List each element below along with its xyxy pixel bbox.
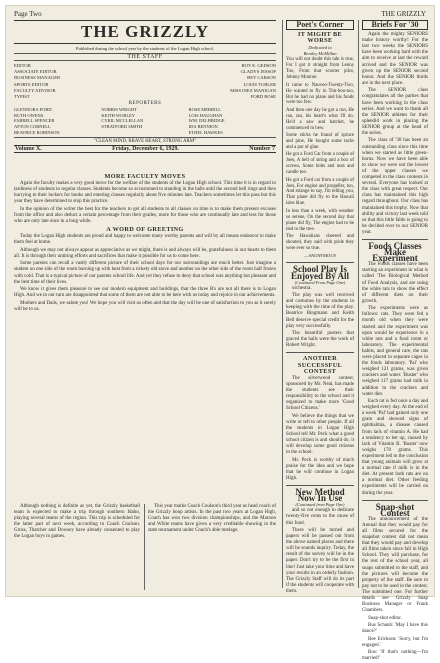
reporter-name: WM. DELBRIDGE (188, 118, 225, 124)
coach-article (148, 504, 276, 590)
article-paragraph: There will be turned and papers will be passed out from the above named places and there will be sounds inquiry. Today, the result of the survey will be in the paper. Don't try to be the first in line! Just take your time and have your results in an orderly fashion. The Grizzly Staff will do its part if the students will cooperate with them. (286, 528, 354, 594)
article-paragraph: This year marks Coach Coulson's third year as head coach of the Grizzly hoop artists. In the past two years at Logan High, Coach has won two division championships, and the Maroon and White teams have given a very creditable showing in the state tournament under Coach's able tutelage. (148, 504, 276, 534)
reporter-name: IDA BENNION (188, 124, 218, 129)
article-paragraph: Although we may not always appear as appreciative as we might, there is and always will be, gratefulness in our hearts to them all. It is through their untiring efforts and sacrifices that make it possible for us to come here. (14, 247, 276, 259)
poem-author: —ANONYMOUS (304, 253, 336, 259)
poets-column (286, 20, 354, 592)
reporter-name: KEITH WORLEY (101, 112, 136, 118)
poem-stanza: And then one day he got a run, He ran, ran, his heart's what I'll do. He'd a saw and hatchet, he commenced to hew. (286, 107, 354, 131)
staff-row: ASSOCIATE EDITOR GLADYS JESSOP (14, 69, 276, 75)
reporter-name: ROSE MERRILL (188, 107, 222, 113)
article-paragraph: We believe the things that we write or tell to other people. If all the students in Logan High School tell Mr. Peck what a good school citizen is and should do, it will develop some good citizens in the school. (286, 413, 354, 456)
staff-row: BUSINESS MANAGER REY CARSON (14, 75, 276, 81)
reporter-name: CYRIL MCCLELLAN (101, 118, 144, 124)
masthead (14, 20, 276, 170)
reporter-name: NORRIS WRIGHT (101, 107, 137, 113)
article-paragraph: Today the Logan High students are proud and happy to welcome many worthy parents and will by all means endeavor to make them feel at home. (14, 234, 276, 246)
article-heading: MORE FACULTY MOVES (104, 173, 186, 180)
reporter-name: AFTON CORNELL (14, 124, 51, 129)
staff-row: TYPIST FORD ROSE (14, 94, 276, 100)
briefs-header: Briefs For '30 (362, 20, 428, 30)
article-paragraph: The announcement of the Annual that they would pay for all films secured for the snapshot contest did not mean that they would pay and develop all films taken since fall in High School. They will purchase, for the rest of the school year, all snaps submitted to the staff, and the pictures will become the property of the staff. Be sure to pay not to be used in the contest. The submitted one. For further details see Grizzly Snap Business Manager or Frank Chambers. (362, 516, 428, 614)
article-heading: ANOTHER SUCCESSFUL CONTEST (297, 355, 343, 375)
staff-row: EDITOR ROY E. GEDSON (14, 63, 276, 68)
column-rule (282, 20, 283, 588)
staff-heading: THE STAFF (14, 53, 276, 61)
article-paragraph: The SENIOR class congratulates all the parties that have been working in the class series. And we want to thank all the SENIOR athletes for their splendid work in placing the SENIOR group at the head of the series. (362, 88, 428, 136)
divider (362, 500, 428, 501)
poem-dedication: Dedicated to (308, 45, 332, 51)
reporter-name: LOIS HAUGHAN (188, 112, 223, 118)
page-number: Page Two (14, 10, 42, 18)
volume: Volume X. (15, 146, 42, 153)
reporter-name: GLENNORA FORD (14, 107, 52, 113)
reporter-name: FARRELL SPENCER (14, 118, 55, 124)
publication-line: Published during the school year by the students of the Logan High school. (75, 46, 215, 51)
article-paragraph: Although nothing is definite as yet, the Grizzly basketball team is expected to make a trip through southern Idaho, playing several teams of the region. This trip is scheduled for the latter part of next week, according to Coach Coulson. Gross, Thatcher and Dowsey have already consented to play the Logan boys in games. (14, 504, 140, 540)
newspaper-page (6, 6, 434, 662)
article-paragraph: Each rat is fed once a day and weighed every day. At the end of a week 'Pal' had gained only one gram and showed signs of ophthalmia, a disease caused from lack of vitamin A. He had a tendency to bet up, caused by lack of Vitamin B. 'Buster' now weighs 170 grams. This experiment led to the conclusion that young animals will grow at a normal rate if milk is in the diet. At present both rats are on a normal diet. Other feeding experiments will be carried on during the year. (362, 399, 428, 496)
reporter-name: BEATRICE ROBINSON (14, 129, 60, 135)
article-heading: New Method Now In Use (295, 487, 345, 504)
article-paragraph: Mr. Peck is worthy of much praise for the idea and we hope that he will continue in Logan High. (286, 457, 354, 481)
continued-note: (Continued From Page One) (294, 279, 346, 285)
poets-corner-header: Poet's Corner (286, 20, 354, 30)
divider (286, 352, 354, 353)
article-paragraph: orchestra. (292, 285, 312, 291)
continued-note: (Continued from Page One) (295, 502, 345, 508)
article-heading: Foods Classes Make Experiment (368, 240, 422, 264)
article-paragraph: The beautiful posters that graced the halls were the work of Robert Wright. (286, 331, 354, 349)
article-paragraph: Bee Ericksen: 'Sorry, but I'm engaged.' (362, 636, 428, 648)
article-paragraph: The play was well received and costumes by the students in keeping with the time of the play. Beatrice Bingmann and Keith Bell deserve special credit for the play very successfully. (286, 293, 354, 329)
poem-stanza: He got a Ford Car from a couple of Joes, A bell of string and a box of screws, Some bolts and nuts and candle too. (286, 152, 354, 176)
article-paragraph: Again the mighty SENIORS make history worthy! For the last two weeks the SENIORS have been working hard with the aim to receive at last the reward arrived and the SENIOR was given up the SENIOR second honor. And the SENIOR thirds are in the next place. (362, 32, 428, 86)
reporters-list (14, 107, 276, 135)
article-paragraph: The Foods classes have been starting an experiment in what is called 'The Biological Method of Food Analysis, and are using the white rats to show the effect of different diets on their growth. (362, 262, 428, 304)
divider (286, 485, 354, 486)
article-heading: Snap-shot Contest (375, 501, 415, 518)
basketball-trip-article (14, 504, 140, 590)
poem-stanza: The Hawaiians cheered and shouted, they said with pride they were ever so true. (286, 234, 354, 251)
staff-row: SPORTS EDITOR LOUIS TUBLER (14, 81, 276, 87)
reporter-name (101, 130, 188, 136)
poem-stanza: He got a Ford car from a couple of Joes, For engine and propeller, too, And strange to say, I'm telling you, That plane did fly to the Hawaii isles blue. (286, 177, 354, 207)
editorial-column (14, 172, 276, 412)
poem-title: IT MIGHT BE WORSE (297, 31, 343, 45)
page-header (14, 10, 426, 20)
article-paragraph: Bus: 'If that's nothing—I'm married!' (362, 650, 428, 662)
article-paragraph: Snap-shot editor. (368, 615, 402, 621)
article-heading: A WORD OF GREETING (106, 226, 184, 234)
article-paragraph: Mothers and Dads, we salute you! We hope you will visit us often and that the day will be one of satisfaction to you as it surely will be to us. (14, 300, 276, 312)
column-rule (358, 20, 359, 588)
article-paragraph: Again the faculty makes a very good move for the welfare of the students of the Logan High school. This time it is in regard to tardiness of students to regular classes. Students become so accustomed to standing in the halls until the second bell rings and then hurrying to their lockers for books and entering classes regularly about five minutes late. Teachers sometimes let this pass but this year they have determined to stop this practice. (14, 181, 276, 205)
poem-body (286, 57, 354, 251)
divider (286, 262, 354, 263)
reporters-heading: REPORTERS (128, 101, 162, 107)
article-paragraph: Bus Schaub: 'May I have this dance?' (362, 623, 428, 635)
article-paragraph: We know it gives them pleasure to see our modern equipment and buildings, that the three R's are not all there is to Logan High. And we in our turn are disappointed that some of them are not able to be here with us today and rejoice in our achievements. (14, 287, 276, 299)
reporter-name: RUTH OWENS (14, 112, 44, 118)
reporter-name: STRATFORD SMITH (101, 124, 143, 129)
issue-number: Number 7 (249, 146, 275, 153)
article-paragraph: In the opinion of the writer the best for the teachers to get all students to all classes on time is to make them present excuses from the office and also deduct a certain percentage from their grades, more for those who are continually late and less for those who are only late once in a long while. (14, 206, 276, 225)
page-paper-name: THE GRIZZLY (381, 10, 426, 18)
staff-roles (14, 63, 276, 100)
article-paragraph: The class of '30 has been an outstanding class since this time when we started as little green-horns. Now we have been able to show we were not the lowest of the upper classes we competed in the class contests in several. Everyone has looked at the class with great respect. Our class has maintained this high regard throughout. Our class has maintained this trophy. Now that ability and victory last week told us that this little fable is going to be decided over to our SENIOR year. (362, 138, 428, 235)
article-paragraph: The experiments were as follows: rats. They were fed a month old when they were started and the experiment was upon would be experience in a white rats and a food room or laboratory. The experimental habits, and general care, the rats were placed in separate cages in the foods laboratory. 'Pal' who weighed 121 grams, was given crackers and water. 'Buster' who weighed 117 grams had milk in addition to the crackers and water diet. (362, 306, 428, 397)
reporter-name: ETHEL HAWKES (188, 129, 223, 135)
article-paragraph: and so not enough to dedicate twenty-five cents to the cause of this fund. (286, 508, 354, 526)
column-rule (144, 504, 145, 590)
divider (362, 239, 428, 240)
poem-dedicatee: Bentley McMillan (303, 51, 337, 57)
article-paragraph: Some parents can recall a vastly different picture of their school days for our surroundings are much better. Just imagine a student on one side of the room burning up with heat from a rickety old stove and another on the other side of the room half frozen with cold. That is a typical picture of our parents school life. And yet they refuse to deny that school was anything but pleasant and the best time of their lives. (14, 261, 276, 285)
poem-stanza: You will not doubt this tale is true, For I got it straight from Lenny Too, From that scooter pilot, Johnny Monroe. (286, 57, 354, 81)
poem-stanza: Some sticks he found of spruce and pine, He bought some tacks and a pot of glue. (286, 133, 354, 150)
poem-stanza: In less than a week, with weather so serene, On the second day that plane did fly, The engine had to be tied to the tree. (286, 208, 354, 232)
article-heading: School Play Is Enjoyed By All (290, 264, 349, 281)
issue-date: Friday, December 6, 1929. (112, 146, 179, 153)
poem-stanza: It came to Nauvoo-Twenty-Two, He wanted to fly in Tim-boo-too, But he had no plane and his funds were too few. (286, 82, 354, 106)
article-paragraph: The silverwood contest, sponsored by Mr. Neal, has made the students see their responsibility to the school and it organized to make more 'Good School Citizens.' (286, 375, 354, 412)
paper-title: THE GRIZZLY (14, 20, 276, 44)
briefs-column (362, 20, 428, 662)
staff-row: FACULTY ADVISOR MISS INEZ MANIGAN (14, 87, 276, 93)
school-motto: "CLEAN MIND, BRAVE HEART, STRONG ARM" (14, 137, 276, 144)
volume-line (14, 145, 276, 153)
